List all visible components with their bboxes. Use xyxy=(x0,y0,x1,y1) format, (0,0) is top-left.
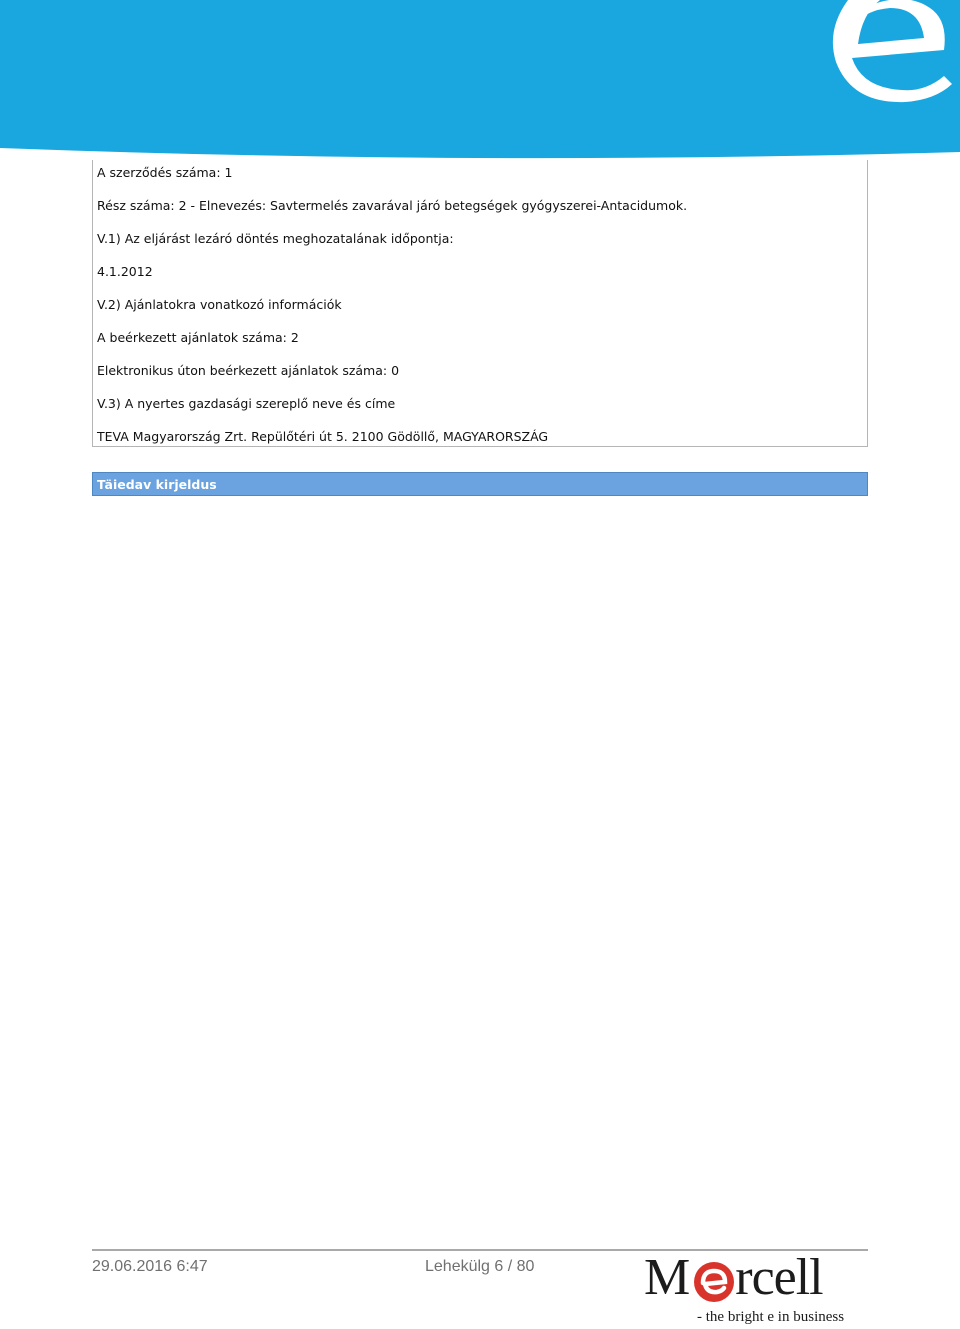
result-details-box xyxy=(92,160,868,447)
footer-date: 29.06.2016 6:47 xyxy=(92,1258,208,1275)
e-mark-icon xyxy=(693,1261,735,1303)
decision-date-value: 4.1.2012 xyxy=(97,264,153,279)
winner-name-address: TEVA Magyarország Zrt. Repülőtéri út 5. 2100 Gödöllő, MAGYARORSZÁG xyxy=(97,429,549,444)
footer-page-number: Lehekülg 6 / 80 xyxy=(425,1258,535,1275)
brand-tagline: - the bright e in business xyxy=(697,1309,845,1325)
brand-wordmark-left: M xyxy=(644,1249,690,1306)
contract-number: A szerződés száma: 1 xyxy=(97,165,233,180)
lot-name: Rész száma: 2 - Elnevezés: Savtermelés zavarával járó betegségek gyógyszerei-Antacidumok. xyxy=(97,198,688,213)
tenders-received: A beérkezett ajánlatok száma: 2 xyxy=(97,330,299,345)
tender-info-heading: V.2) Ajánlatokra vonatkozó információk xyxy=(97,297,342,312)
winner-heading: V.3) A nyertes gazdasági szereplő neve és címe xyxy=(97,396,396,411)
section-header-additional-info: Täiedav kirjeldus xyxy=(92,472,868,496)
decision-date-heading: V.1) Az eljárást lezáró döntés meghozatalának időpontja: xyxy=(97,231,454,246)
header-banner xyxy=(0,0,960,165)
electronic-tenders: Elektronikus úton beérkezett ajánlatok száma: 0 xyxy=(97,363,400,378)
brand-wordmark-right: rcell xyxy=(735,1249,823,1306)
